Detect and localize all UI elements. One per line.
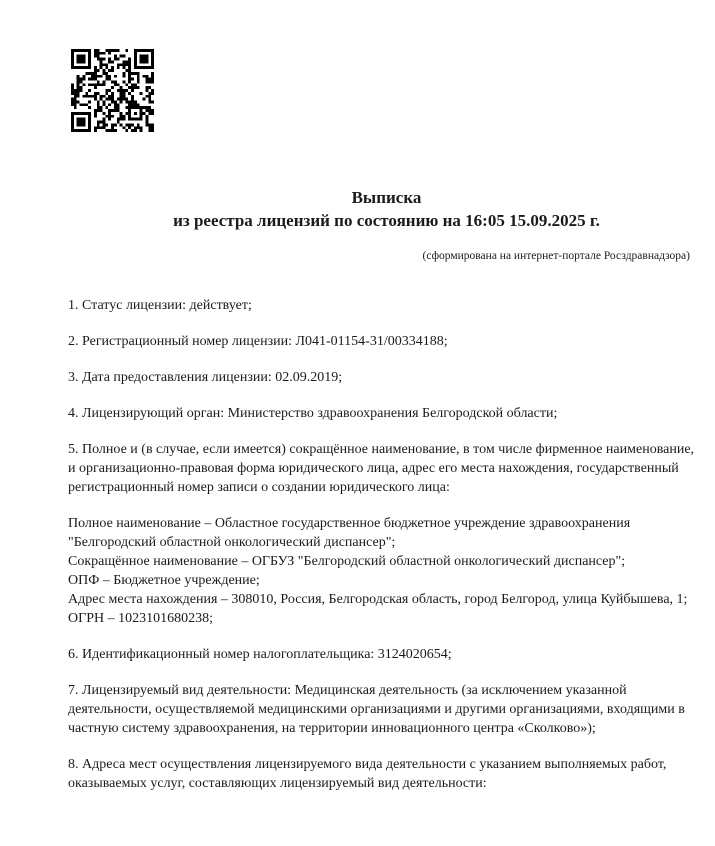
paragraph-licensed-activity: 7. Лицензируемый вид деятельности: Медицинская деятельность (за исключением указанной деятельности, осуществляемой медицинскими организациями и другими организациями, входящими в частную систему здравоохранения, на территории инновационного центра «Сколково»); — [68, 683, 685, 736]
paragraph-org-details — [68, 514, 705, 628]
paragraph-license-status: 1. Статус лицензии: действует; — [68, 298, 252, 313]
document-body — [68, 296, 705, 793]
qr-code-icon — [71, 49, 154, 132]
document-title-line1: Выписка — [351, 188, 422, 207]
document-subtitle: (сформирована на интернет-портале Росздравнадзора) — [422, 250, 690, 262]
paragraph-org-details-line: Полное наименование – Областное государственное бюджетное учреждение здравоохранения "Белгородский областной онкологический диспансер"; — [68, 516, 631, 550]
paragraph-org-info-heading: 5. Полное и (в случае, если имеется) сокращённое наименование, в том числе фирменное наименование, и организационно-правовая форма юридического лица, адрес его места нахождения, государственный регистрационный номер записи о создании юридического лица: — [68, 442, 695, 495]
paragraph-org-details-line: Сокращённое наименование – ОГБУЗ "Белгородский областной онкологический диспансер"; — [68, 554, 626, 569]
paragraph-licensing-authority: 4. Лицензирующий орган: Министерство здравоохранения Белгородской области; — [68, 406, 558, 421]
paragraph-license-number: 2. Регистрационный номер лицензии: Л041-01154-31/00334188; — [68, 334, 448, 349]
paragraph-org-details-line: Адрес места нахождения – 308010, Россия, Белгородская область, город Белгород, улица Куйбышева, 1; — [68, 592, 688, 607]
paragraph-org-details-line: ОПФ – Бюджетное учреждение; — [68, 573, 260, 588]
paragraph-license-date: 3. Дата предоставления лицензии: 02.09.2019; — [68, 370, 343, 385]
document-title-line2: из реестра лицензий по состоянию на 16:05 15.09.2025 г. — [173, 211, 600, 230]
paragraph-activity-addresses-heading: 8. Адреса мест осуществления лицензируемого вида деятельности с указанием выполняемых работ, оказываемых услуг, составляющих лицензируемый вид деятельности: — [68, 757, 667, 791]
paragraph-taxpayer-number: 6. Идентификационный номер налогоплательщика: 3124020654; — [68, 647, 452, 662]
document-title — [68, 186, 705, 232]
paragraph-org-details-line: ОГРН – 1023101680238; — [68, 611, 213, 626]
